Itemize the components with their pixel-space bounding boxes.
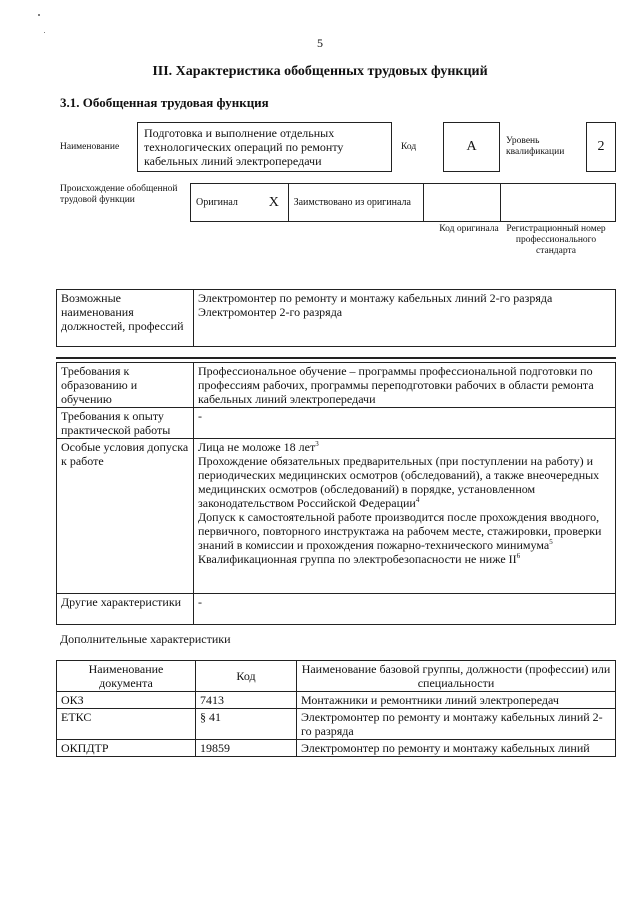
- other-label: Другие характеристики: [57, 594, 194, 625]
- subsection-title: 3.1. Обобщенная трудовая функция: [60, 95, 269, 110]
- row-doc: ОКПДТР: [57, 740, 196, 757]
- table-row: [57, 709, 616, 740]
- page-number: 5: [317, 36, 323, 50]
- original-mark: X: [260, 184, 288, 222]
- header-name: Наименование базовой группы, должности (профессии) или специальности: [297, 661, 616, 692]
- experience-label: Требования к опыту практической работы: [57, 408, 194, 439]
- row-name: Монтажники и ремонтники линий электропередач: [297, 692, 616, 709]
- name-label: Наименование: [60, 142, 120, 152]
- origin-table: [190, 183, 616, 222]
- table-row: [57, 740, 616, 757]
- qualification-level: 2: [586, 122, 616, 172]
- scan-speck: [44, 32, 45, 33]
- additional-table: [56, 660, 616, 757]
- header-document: Наименование документа: [57, 661, 196, 692]
- condition-admission: Допуск к самостоятельной работе производится после прохождения вводного, первичного, повторного инструктажа на рабочем месте, стажировки, проверки знаний в комиссии и прохождения пожарно-технического минимума: [198, 510, 602, 552]
- table-divider: [56, 357, 616, 359]
- borrowed-label: Заимствовано из оригинала: [288, 184, 423, 222]
- row-doc: ЕТКС: [57, 709, 196, 740]
- footnote-ref: 5: [549, 538, 553, 546]
- section-title: III. Характеристика обобщенных трудовых функций: [152, 64, 488, 79]
- function-name: Подготовка и выполнение отдельных технологических операций по ремонту кабельных линий электропередачи: [137, 122, 392, 172]
- condition-age: Лица не моложе 18 лет: [198, 440, 316, 454]
- additional-title: Дополнительные характеристики: [60, 632, 231, 646]
- position-1: Электромонтер по ремонту и монтажу кабельных линий 2-го разряда: [198, 291, 553, 305]
- positions-table: [56, 289, 616, 347]
- requirements-table: [56, 362, 616, 625]
- other-value: -: [194, 594, 616, 625]
- row-name: Электромонтер по ремонту и монтажу кабельных линий: [297, 740, 616, 757]
- row-code: 19859: [196, 740, 297, 757]
- row-doc: ОКЗ: [57, 692, 196, 709]
- original-label: Оригинал: [191, 184, 261, 222]
- footnote-ref: 6: [516, 552, 521, 560]
- conditions-value: [194, 439, 616, 594]
- row-code: 7413: [196, 692, 297, 709]
- code-label: Код: [401, 142, 417, 152]
- condition-electrical-safety: Квалификационная группа по электробезопасности не ниже II: [198, 552, 517, 566]
- header-code: Код: [196, 661, 297, 692]
- education-label: Требования к образованию и обучению: [57, 363, 194, 408]
- origin-label: Происхождение обобщенной трудовой функции: [60, 184, 178, 205]
- positions-label: Возможные наименования должностей, профессий: [57, 290, 194, 347]
- education-value: Профессиональное обучение – программы профессиональной подготовки по профессиям рабочих, программы переподготовки рабочих в области ремонта кабельных линий электропередачи: [194, 363, 616, 408]
- row-code: § 41: [196, 709, 297, 740]
- position-2: Электромонтер 2-го разряда: [198, 305, 343, 319]
- experience-value: -: [194, 408, 616, 439]
- condition-medical: Прохождение обязательных предварительных (при поступлении на работу) и периодических медицинских осмотров (обследований), а также внеочередных медицинских осмотров (обследований) в порядке, установленном законодательством Российской Федерации: [198, 454, 600, 510]
- reg-number-cell: [500, 184, 615, 222]
- footnote-ref: 3: [315, 440, 319, 448]
- footnote-ref: 4: [415, 496, 420, 504]
- conditions-label: Особые условия допуска к работе: [57, 439, 194, 594]
- scan-speck: [38, 14, 40, 16]
- reg-number-caption: Регистрационный номер профессионального стандарта: [506, 224, 606, 256]
- original-code-cell: [423, 184, 500, 222]
- level-label: Уровень квалификации: [506, 136, 565, 157]
- table-row: [57, 692, 616, 709]
- code-original-caption: Код оригинала: [439, 224, 499, 234]
- function-code: А: [443, 122, 500, 172]
- row-name: Электромонтер по ремонту и монтажу кабельных линий 2-го разряда: [297, 709, 616, 740]
